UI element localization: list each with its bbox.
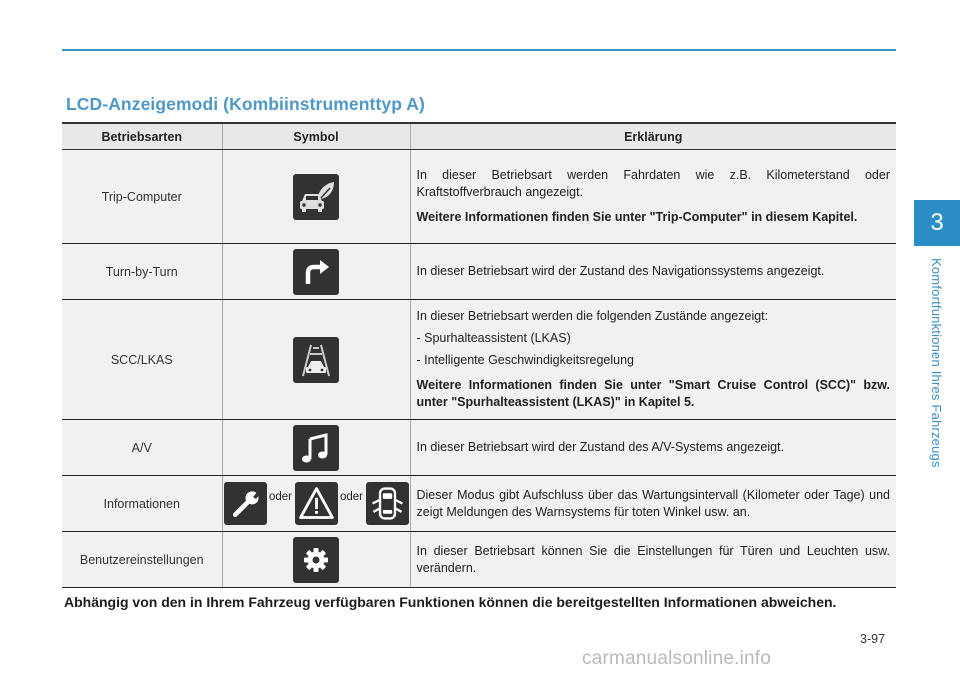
symbol-cell xyxy=(222,244,410,300)
description-text: Dieser Modus gibt Aufschluss über das Wartungsintervall (Kilometer oder Tage) und zeigt Meldungen des Warnsystems für toten Winkel usw. an. xyxy=(416,487,890,519)
list-item: - Intelligente Geschwindigkeitsregelung xyxy=(416,353,634,367)
footnote: Abhängig von den in Ihrem Fahrzeug verfügbaren Funktionen können die bereitgestellten Informationen abweichen. xyxy=(64,594,837,610)
watermark-text: carmanualsonline.info xyxy=(582,648,772,669)
table-header-row xyxy=(62,123,896,150)
page-number: 3-97 xyxy=(860,632,886,646)
warning-triangle-icon xyxy=(295,482,338,525)
description-text: In dieser Betriebsart wird der Zustand des Navigationssystems angezeigt. xyxy=(416,264,825,278)
description-reference: Weitere Informationen finden Sie unter "Smart Cruise Control (SCC)" bzw. unter "Spurhalteassistent (LKAS)" in Kapitel 5. xyxy=(416,378,890,409)
separator-oder: oder xyxy=(268,490,293,503)
table-row xyxy=(62,300,896,420)
top-rule xyxy=(62,49,896,51)
car-doors-open-icon xyxy=(366,482,409,525)
symbol-cell xyxy=(222,300,410,420)
description-cell xyxy=(410,532,896,588)
symbol-cell xyxy=(222,420,410,476)
description-cell xyxy=(410,300,896,420)
separator-oder: oder xyxy=(339,490,364,503)
description-text: In dieser Betriebsart wird der Zustand des A/V-Systems angezeigt. xyxy=(416,440,785,454)
table-row xyxy=(62,532,896,588)
lane-assist-car-icon xyxy=(293,337,339,383)
symbol-cell xyxy=(222,532,410,588)
section-title: LCD-Anzeigemodi (Kombiinstrumenttyp A) xyxy=(66,94,425,114)
wrench-icon xyxy=(224,482,267,525)
table-row xyxy=(62,244,896,300)
header-betriebsarten: Betriebsarten xyxy=(62,123,222,150)
table-row xyxy=(62,476,896,532)
mode-cell: Informationen xyxy=(62,476,222,532)
turn-arrow-icon xyxy=(293,249,339,295)
description-cell xyxy=(410,244,896,300)
table-row xyxy=(62,420,896,476)
chapter-title: Komfortfunktionen Ihres Fahrzeugs xyxy=(929,258,944,468)
chapter-tab: 3 xyxy=(914,200,960,246)
mode-cell: SCC/LKAS xyxy=(62,300,222,420)
table-row xyxy=(62,150,896,244)
description-text: In dieser Betriebsart können Sie die Einstellungen für Türen und Leuchten usw. verändern. xyxy=(416,543,890,575)
music-note-icon xyxy=(293,425,339,471)
description-cell xyxy=(410,420,896,476)
symbol-cell xyxy=(222,150,410,244)
description-cell xyxy=(410,150,896,244)
description-reference: Weitere Informationen finden Sie unter "Trip-Computer" in diesem Kapitel. xyxy=(416,210,858,224)
description-text: In dieser Betriebsart werden die folgenden Zustände angezeigt: xyxy=(416,309,769,323)
list-item: - Spurhalteassistent (LKAS) xyxy=(416,331,571,345)
description-cell xyxy=(410,476,896,532)
lcd-modes-table xyxy=(62,122,896,588)
symbol-cell xyxy=(222,476,410,532)
trip-computer-car-leaf-icon xyxy=(293,174,339,220)
mode-cell: Benutzereinstellungen xyxy=(62,532,222,588)
mode-cell: A/V xyxy=(62,420,222,476)
header-erklaerung: Erklärung xyxy=(410,123,896,150)
mode-cell: Turn-by-Turn xyxy=(62,244,222,300)
description-text: In dieser Betriebsart werden Fahrdaten wie z.B. Kilometerstand oder Kraftstoffverbrauch angezeigt. xyxy=(416,168,890,199)
header-symbol: Symbol xyxy=(222,123,410,150)
mode-cell: Trip-Computer xyxy=(62,150,222,244)
gear-icon xyxy=(293,537,339,583)
